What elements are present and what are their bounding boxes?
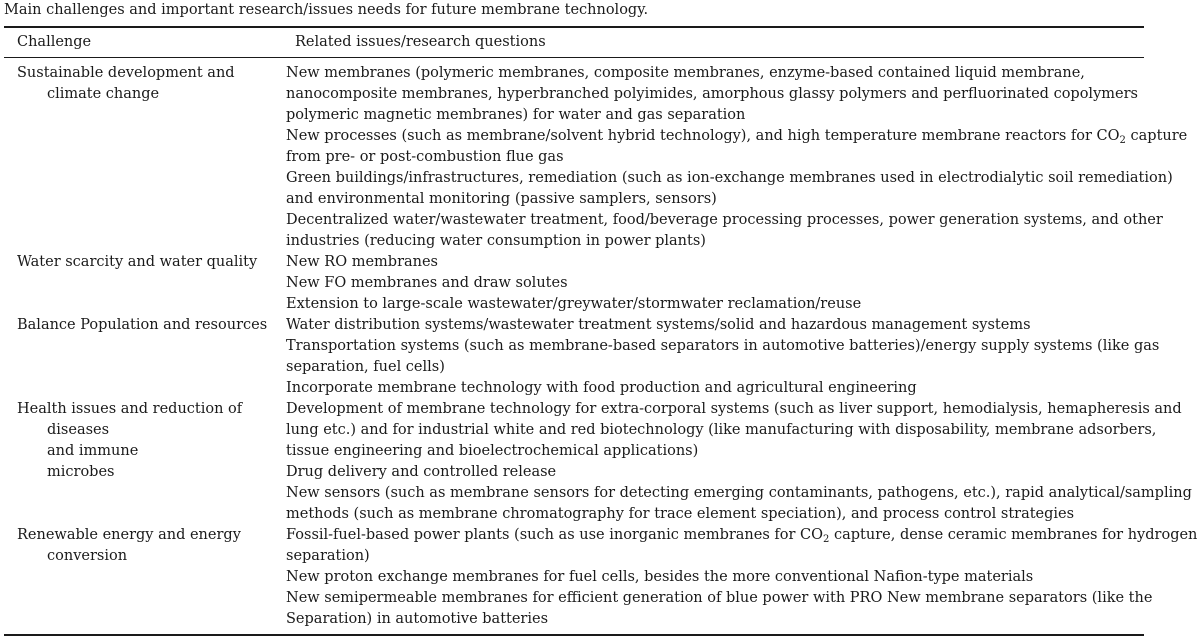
issue-text: Extension to large-scale wastewater/greywater/stormwater reclamation/reuse <box>286 296 862 312</box>
issue-line <box>286 378 1144 399</box>
issue-line <box>286 315 1144 336</box>
issue-text: tissue engineering and bioelectrochemical applications) <box>286 443 699 459</box>
issue-line <box>286 231 1144 252</box>
challenge-cell <box>4 525 282 630</box>
issue-text: New RO membranes <box>286 254 439 270</box>
challenge-line: Balance Population and resources <box>17 317 268 333</box>
challenge-line: conversion <box>47 548 128 564</box>
issues-cell <box>282 399 1192 525</box>
issue-text: New membranes (polymeric membranes, composite membranes, enzyme-based contained liquid membrane, <box>286 65 1085 81</box>
challenge-cell <box>4 252 282 315</box>
issue-text: New proton exchange membranes for fuel cells, besides the more conventional Nafion-type materials <box>286 569 1034 585</box>
issue-line <box>286 588 1153 609</box>
issue-line <box>286 189 1144 210</box>
challenge-line: Water scarcity and water quality <box>17 254 258 270</box>
issue-line <box>286 483 1192 504</box>
issue-text: Development of membrane technology for extra-corporal systems (such as liver support, hemodialysis, hemapheresis and <box>286 401 1182 417</box>
table-row <box>4 252 1144 315</box>
issue-text: Decentralized water/wastewater treatment, food/beverage processing processes, power generation systems, and other <box>286 212 1163 228</box>
challenge-line: diseases <box>47 422 110 438</box>
issue-line <box>286 210 1163 231</box>
issue-line <box>286 609 1144 630</box>
issue-text: Incorporate membrane technology with food production and agricultural engineering <box>286 380 917 396</box>
table-body <box>4 63 1197 630</box>
issue-line <box>286 525 1197 546</box>
issue-text: Separation) in automotive batteries <box>286 611 549 627</box>
issues-cell <box>282 252 1144 315</box>
column-header-issues: Related issues/research questions <box>295 34 546 50</box>
issue-text: New processes (such as membrane/solvent hybrid technology), and high temperature membrane reactors for CO <box>286 128 1120 144</box>
issue-line <box>286 441 1144 462</box>
challenge-cell <box>4 399 282 525</box>
issue-text: lung etc.) and for industrial white and red biotechnology (like manufacturing with disposability, membrane adsorbers, <box>286 422 1157 438</box>
issue-text: New semipermeable membranes for efficient generation of blue power with PRO New membrane separators (like the <box>286 590 1153 606</box>
challenge-line: Renewable energy and energy <box>17 527 241 543</box>
challenge-line: climate change <box>47 86 160 102</box>
issues-cell <box>282 63 1188 252</box>
header-rule <box>4 57 1144 58</box>
issue-text: New sensors (such as membrane sensors for detecting emerging contaminants, pathogens, etc.), rapid analytical/sampling <box>286 485 1192 501</box>
issue-text: capture, dense ceramic membranes for hydrogen <box>829 527 1197 543</box>
issue-line <box>286 252 1144 273</box>
challenge-cell <box>4 315 282 399</box>
issue-line <box>286 63 1144 84</box>
issue-line <box>286 546 1144 567</box>
table-row <box>4 399 1192 525</box>
issue-text: Fossil-fuel-based power plants (such as use inorganic membranes for CO <box>286 527 824 543</box>
issue-text: Green buildings/infrastructures, remediation (such as ion-exchange membranes used in electrodialytic soil remediation) <box>286 170 1173 186</box>
issue-line <box>286 336 1160 357</box>
issues-cell <box>282 525 1197 630</box>
issue-line <box>286 126 1188 147</box>
subscript: 2 <box>1119 135 1126 146</box>
issue-text: and environmental monitoring (passive samplers, sensors) <box>286 191 717 207</box>
challenge-line: and immune <box>47 443 139 459</box>
issue-line <box>286 147 1144 168</box>
table-row <box>4 63 1188 252</box>
issue-line <box>286 273 1144 294</box>
issue-text: capture <box>1125 128 1188 144</box>
issue-text: methods (such as membrane chromatography for trace element speciation), and process control strategies <box>286 506 1075 522</box>
issue-line <box>286 399 1182 420</box>
table-row <box>4 315 1160 399</box>
table-caption: Main challenges and important research/issues needs for future membrane technology. <box>4 2 649 18</box>
issues-cell <box>282 315 1160 399</box>
issue-line <box>286 294 1144 315</box>
issue-line <box>286 105 1144 126</box>
issue-text: from pre- or post-combustion flue gas <box>286 149 564 165</box>
challenge-line: microbes <box>47 464 115 480</box>
challenge-cell <box>4 63 282 252</box>
challenge-line: Health issues and reduction of <box>17 401 243 417</box>
issue-text: polymeric magnetic membranes) for water and gas separation <box>286 107 746 123</box>
issue-text: New FO membranes and draw solutes <box>286 275 568 291</box>
issue-line <box>286 462 1144 483</box>
subscript: 2 <box>823 534 830 545</box>
issue-line <box>286 567 1144 588</box>
top-rule <box>4 26 1144 28</box>
column-header-challenge: Challenge <box>17 34 92 50</box>
issue-text: Water distribution systems/wastewater treatment systems/solid and hazardous management systems <box>286 317 1031 333</box>
issue-text: separation, fuel cells) <box>286 359 445 375</box>
issue-line <box>286 504 1144 525</box>
issue-text: nanocomposite membranes, hyperbranched polyimides, amorphous glassy polymers and perfluorinated copolymers <box>286 86 1138 102</box>
issue-text: separation) <box>286 548 370 564</box>
table-row <box>4 525 1197 630</box>
issue-text: industries (reducing water consumption in power plants) <box>286 233 706 249</box>
issue-text: Drug delivery and controlled release <box>286 464 557 480</box>
issue-text: Transportation systems (such as membrane-based separators in automotive batteries)/energy supply systems (like gas <box>286 338 1160 354</box>
issue-line <box>286 168 1173 189</box>
issue-line <box>286 357 1144 378</box>
issue-line <box>286 84 1144 105</box>
issue-line <box>286 420 1157 441</box>
bottom-rule <box>4 634 1144 636</box>
challenge-line: Sustainable development and <box>17 65 235 81</box>
